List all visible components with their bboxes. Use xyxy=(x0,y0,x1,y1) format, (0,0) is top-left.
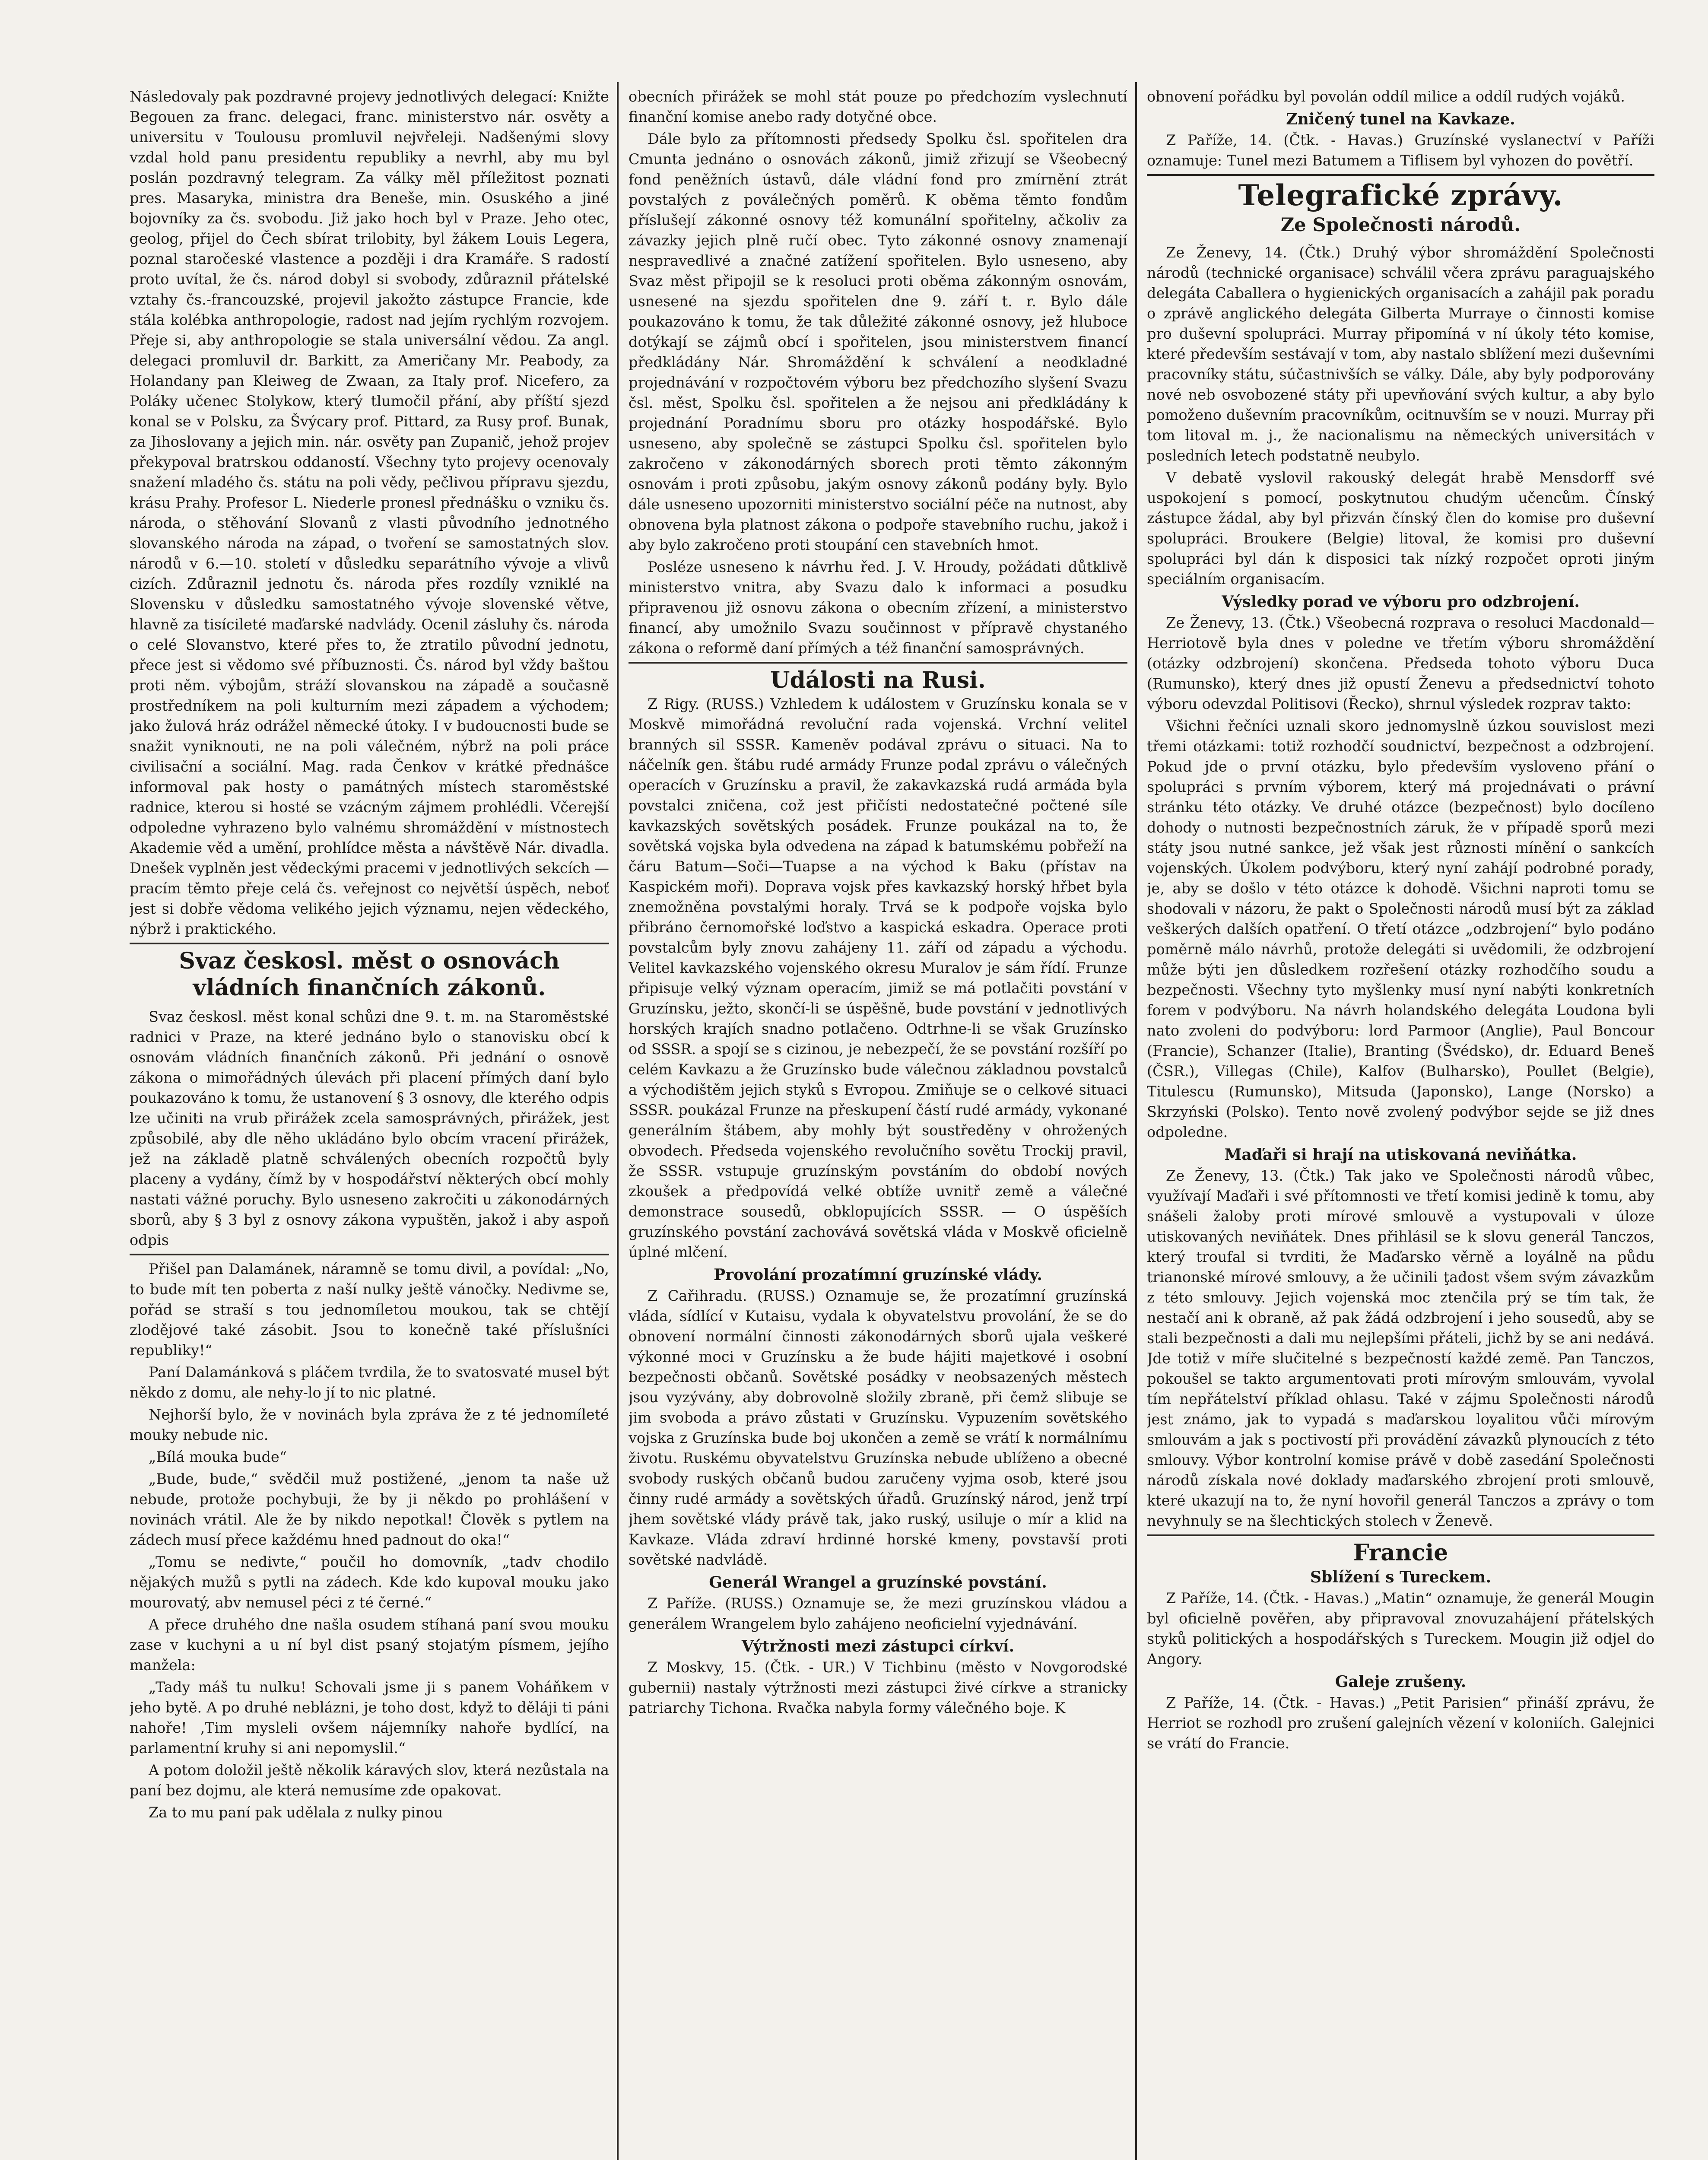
subheadline-wrangel: Generál Wrangel a gruzínské povstání. xyxy=(709,1573,1047,1591)
article-divider xyxy=(629,662,1127,664)
svaz-mest-continuation: obecních přirážek se mohl stát pouze po předchozím vyslechnutí finanční komise anebo rady dotyčné obce. xyxy=(629,88,1127,125)
feuilleton-paragraph: Přišel pan Dalamánek, náramně se tomu divil, a povídal: „No, to bude mít ten poberta z naší nulky ještě vánočky. Nedivme se, pořád se straší s tou jednomíletou moukou, tak se chtějí zlodějové také zásobit. Jsou to konečně také příslušníci republiky!“ xyxy=(130,1261,609,1359)
subheadline-madari: Maďaři si hrají na utiskovaná neviňátka. xyxy=(1224,1146,1577,1164)
svaz-mest-paragraph: Posléze usneseno k návrhu řed. J. V. Hroudy, požádati důtklivě ministerstvo vnitra, aby Svazu dalo k informaci a posudku připravenou již osnovu zákona o obecním zřízení, a ministerstvo financí, aby umožnilo Svazu součinnost v přípravě chystaného zákona o reformě daní přímých a též finanční samosprávných. xyxy=(629,559,1127,657)
article-divider xyxy=(130,1254,609,1255)
feuilleton-paragraph: Paní Dalamánková s pláčem tvrdila, že to svatosvaté musel být někdo z domu, ale nehy-lo jí to nic platné. xyxy=(130,1364,609,1401)
galeje-body: Z Paříže, 14. (Čtk. - Havas.) „Petit Parisien“ přináší zprávu, že Herriot se rozhodl pro zrušení galejních vězení v koloniích. Galejnici se vrátí do Francie. xyxy=(1147,1694,1654,1752)
tunel-body: Z Paříže, 14. (Čtk. - Havas.) Gruzínské vyslanectví v Paříži oznamuje: Tunel mezi Batumem a Tiflisem byl vyhozen do povětří. xyxy=(1147,132,1654,169)
section-title-francie: Francie xyxy=(1353,1540,1448,1566)
svaz-mest-body: Svaz českosl. měst konal schůzi dne 9. t. m. na Staroměstské radnici v Praze, na které jednáno bylo o stanovisku obcí k osnovám vládních finančních zákonů. Při jednání o osnově zákona o mimořádných úlevách při placení přímých daní bylo poukazováno k tomu, že ustanovení § 3 osnovy, dle kterého odpis lze učiniti na vrub přirážek zcela samosprávných, přirážek, jest způsobilé, aby dle něho ukládáno bylo obcím vracení přirážek, jež na základě platně schválených obecních rozpočtů byly placeny a vydány, čímž by v hospodářství některých obcí mohly nastati vážné poruchy. Bylo usneseno zakročiti u zákonodárných sborů, aby § 3 byl z osnovy zákona vypuštěn, jakož i aby aspoň odpis xyxy=(130,1008,609,1248)
subheadline-provolani: Provolání prozatímní gruzínské vlády. xyxy=(714,1266,1042,1284)
feuilleton-paragraph: „Bude, bude,“ svědčil muž postižené, „jenom ta naše už nebude, protože pochybuji, že by ji někdo po prohlášení v novinách vrátil. Ale že by nikdo nepotkal! Člověk s pytlem na zádech musí přece každému hned padnout do oka!“ xyxy=(130,1471,609,1548)
column-rule-right xyxy=(1135,82,1137,2160)
feuilleton-paragraph: „Tady máš tu nulku! Schovali jsme ji s panem Voháňkem v jeho bytě. A po druhé neblázni, je toho dost, když to děláji ti páni nahoře! ‚Tim mysleli ovšem nájemníky nahoře bydlící, na parlamentní kruhy si ani nepomyslil.“ xyxy=(130,1679,609,1757)
feuilleton-paragraph: „Bílá mouka bude“ xyxy=(149,1448,287,1465)
odzbrojeni-body: Všichni řečníci uznali skoro jednomyslně úzkou souvislost mezi třemi otázkami: totiž rozhodčí soudnictví, bezpečnost a odzbrojení. Pokud jde o první otázku, bylo především vysloveno přání o spolupráci s prvním výborem, který má projednávati o právní stránku této otázky. Ve druhé otázce (bezpečnost) bylo docíleno dohody o nutnosti bezpečnostních záruk, že v případě sporů mezi státy jsou nutné sankce, jež však jest různosti mínění o sankcích vojenských. Úkolem podvýboru, který nyní zahájí podrobné porady, je, aby se došlo v této otázce k dohodě. Všichni naproti tomu se shodovali v názoru, že pakt o Společnosti národů musí být za základ veškerých dalších opatření. O třetí otázce „odzbrojení“ bylo podáno poměrně málo návrhů, protože delegáti si uvědomili, že odzbrojení může býti jen důsledkem rozřešení otázky rozhodčího soudu a bezpečnosti. Všechny tyto myšlenky musí nyní nabýti konkretních forem v podvýboru. Na návrh holandského delegáta Loudona byli nato zvoleni do podvýboru: lord Parmoor (Anglie), Paul Boncour (Francie), Schanzer (Italie), Branting (Švédsko), dr. Eduard Beneš (ČSR.), Villegas (Chile), Kalfov (Bulharsko), Poullet (Belgie), Titulescu (Rumunsko), Mitsuda (Japonsko), Lange (Norsko) a Skrzyński (Polsko). Tento nově zvolený podvýbor sejde se již dnes odpoledne. xyxy=(1147,718,1654,1140)
vytrznosti-body: Z Moskvy, 15. (Čtk. - UR.) V Tichbinu (město v Novgorodské gubernii) nastaly výtržnosti mezi zástupci živé církve a stranicky patriarchy Tichona. Rvačka nabyla formy válečného boje. K xyxy=(629,1659,1127,1716)
madari-body: Ze Ženevy, 13. (Čtk.) Tak jako ve Společnosti národů vůbec, využívají Maďaři i své přítomnosti ve třetí komisi jedině k tomu, aby snášeli žaloby proti mírové smlouvě a vystupovali v úloze utiskovaných neviňátek. Dnes přihlásil se k slovu generál Tanczos, který troufal si tvrditi, že Maďarsko věrně a loyálně na půdu trianonské mírové smlouvy, a že učinili ţadost všem svým závazkům z této smlouvy. Jejich vojenská moc ztenčila prý se tím tak, že nestačí ani k obraně, až pak žádá odzbrojení i jeho sousedů, aby se stali bezpečnosti a dali mu nejlepšími přáteli, jichž by se ani nedává. Jde totiž v míře slučitelné s bezpečností každé země. Pan Tanczos, pokoušel se takto argumentovati proti mírovým smlouvám, vyvolal tím nepřátelství příklad ohlasu. Také v zájmu Společnosti národů jest známo, jak to vypadá s maďarskou loyalitou vůči mírovým smlouvám a jak s poctivostí při provádění závazků plynoucích z této smlouvy. Výbor kontrolní komise právě v době zasedání Společnosti národů získala nové doklady maďarského zbrojení proti smlouvě, které ukazují na to, že nyní hovořil generál Tanczos a zprávy o tom nevyhnuly se na šlechtických stolech v Ženevě. xyxy=(1147,1167,1654,1529)
column-right xyxy=(1147,86,1654,2160)
column-left xyxy=(130,86,609,2160)
subheadline-galeje: Galeje zrušeny. xyxy=(1335,1673,1467,1691)
provolani-body: Z Cařihradu. (RUSS.) Oznamuje se, že prozatímní gruzínská vláda, sídlící v Kutaisu, vydala k obyvatelstvu provolání, že se do obnovení normální činnosti zákonodárných sborů ujala veškeré výkonné moci v Gruzínsku a že bude hájiti majetkové i osobní bezpečnosti občanů. Sovětské posádky v neobsazených městech jsou vyzývány, aby dobrovolně složily zbraně, při čemž slibuje se jim svoboda a právo zůstati v Gruzínsku. Vypuzením sovětského vojska z Gruzínska bude boj ukončen a země se vrátí k normálnímu životu. Ruskému obyvatelstvu Gruzínska nebude ublíženo a obecné svobody ruských občanů budou zaručeny vyjma osob, které jsou činny rudé armády a sovětských úřadů. Gruzínský národ, jenž trpí jhem sovětské vlády právě tak, jako ruský, usiluje o mír a klid na Kavkaze. Vláda zdraví hrdinné horské kmeny, povstavší proti sovětské nadvládě. xyxy=(629,1287,1127,1568)
headline-udalosti-na-rusi: Události na Rusi. xyxy=(770,667,986,693)
article-divider xyxy=(130,943,609,944)
odzbrojeni-body: Ze Ženevy, 13. (Čtk.) Všeobecná rozprava o resoluci Macdonald—Herriotově byla dnes v poledne ve třetím výboru shromáždění (otázky odzbrojení) skončena. Předseda tohoto výboru Duca (Rumunsko), který dnes již opustí Ženevu a předsednictví tohoto výboru odevzdal Politisovi (Řecko), shrnul výsledek rozprav takto: xyxy=(1147,614,1654,712)
feuilleton-paragraph: Za to mu paní pak udělala z nulky pinou xyxy=(149,1804,443,1821)
feuilleton-paragraph: A potom doložil ještě několik káravých slov, která nezůstala na paní bez dojmu, ale která nemusíme zde opakovat. xyxy=(130,1762,609,1799)
spolecnost-body: Ze Ženevy, 14. (Čtk.) Druhý výbor shromáždění Společnosti národů (technické organisace) schválil včera zprávu paraguajského delegáta Caballera o hygienických organisacích a zahájil pak poradu o zprávě anglického delegáta Gilberta Murraye o činnosti komise pro duševní spolupráci. Murray připomíná v ní úkoly této komise, které především sestávají v tom, aby nastalo sblížení mezi duševními pracovníky státu, súčastnivších se války. Dále, aby byly podporovány nové neb osvobozené státy při upevňování svých kultur, a aby bylo pomoženo duševním pracovníkům, ocitnuvším se v nouzi. Murray při tom litoval m. j., že nacionalismu na německých universitách v posledních letech podstatně neubylo. xyxy=(1147,244,1654,464)
vytrznosti-continuation: obnovení pořádku byl povolán oddíl milice a oddíl rudých vojáků. xyxy=(1147,88,1625,105)
feuilleton-paragraph: „Tomu se nedivte,“ poučil ho domovník, „tadv chodilo nějakých mužů s pytli na zádech. Kde kdo kupoval mouku jako mourovatý, abv nemusel péci z té černé.“ xyxy=(130,1553,609,1611)
spolecnost-body: V debatě vyslovil rakouský delegát hrabě Mensdorff své uspokojení s pomocí, poskytnutou chudým učencům. Čínský zástupce žádal, aby byl přizván čínský člen do komise pro duševní spolupráci. Broukere (Belgie) litoval, že komisi pro duševní spolupráci byl dán k disposici tak nízký rozpočet oproti jiným speciálním organisacím. xyxy=(1147,469,1654,588)
subheadline-vytrznosti: Výtržnosti mezi zástupci církví. xyxy=(741,1637,1015,1655)
rusi-body: Z Rigy. (RUSS.) Vzhledem k událostem v Gruzínsku konala se v Moskvě mimořádná revoluční rada vojenská. Vrchní velitel branných sil SSSR. Kameněv podával zprávu o situaci. Na to náčelník gen. štábu rudé armády Frunze podal zprávu o válečných operacích v Gruzínsku a pravil, že zakavkazská rudá armáda byla povstalci zničena, což jest přičísti nedostatečné počtené síle kavkazských sovětských posádek. Frunze poukázal na to, že sovětská vojska byla odvedena na západ k batumskému pobřeží na čáru Batum—Soči—Tuapse a na východ k Baku (přístav na Kaspickém moři). Doprava vojsk přes kavkazský horský hřbet byla znemožněna povstalými horaly. Trvá se k podpoře vojska bylo přibráno černomořské loďstvo a kaspická eskadra. Operace proti povstalcům byly znovu zahájeny 11. září od západu a východu. Velitel kavkazského vojenského okresu Muralov je sám řídí. Frunze připisuje velký význam operacím, jimiž se má potlačiti povstání v Gruzínsku, ježto, skončí-li se úspěšně, bude povstání v jednotlivých horských krajích snadno potlačeno. Odtrhne-li se však Gruzínsko od SSSR. a spojí se s cizinou, je nebezpečí, že se povstání rozšíří po celém Kavkazu a že Gruzínsko bude válečnou základnou povstalců a východištěm jejich styků s Evropou. Zmiňuje se o celkové situaci SSSR. poukázal Frunze na přeskupení částí rudé armády, vykonané generálním štábem, aby mohly být soustředěny v ohrožených obvodech. Předseda vojenského revolučního sovětu Trockij pravil, že SSSR. vstupuje gruzínským povstáním do období nových zkoušek a předpovídá velké obtíže uvnitř země a válečné demonstrace sousedů, obklopujících SSSR. — O úspěších gruzínského povstání zachovává sovětská vláda v Moskvě oficielně úplné mlčení. xyxy=(629,696,1127,1261)
subheadline-spolecnost-narodu: Ze Společnosti národů. xyxy=(1280,214,1521,236)
wrangel-body: Z Paříže. (RUSS.) Oznamuje se, že mezi gruzínskou vládou a generálem Wrangelem bylo zahájeno neoficielní vyjednávání. xyxy=(629,1595,1127,1632)
subheadline-odzbrojeni: Výsledky porad ve výboru pro odzbrojení. xyxy=(1222,593,1580,611)
feuilleton-paragraph: A přece druhého dne našla osudem stíhaná paní svou mouku zase v kuchyni a u ní byl dist psaný stojatým písmem, jejího manžela: xyxy=(130,1616,609,1674)
feuilleton-paragraph: Nejhorší bylo, že v novinách byla zpráva že z té jednomíleté mouky nebude nic. xyxy=(130,1406,609,1443)
subheadline-tunel: Zničený tunel na Kavkaze. xyxy=(1286,110,1515,128)
svaz-mest-paragraph: Dále bylo za přítomnosti předsedy Spolku čsl. spořitelen dra Cmunta jednáno o osnovách zákonů, jimiž zřizují se Všeobecný fond peněžních ústavů, dále vládní fond pro zmírnění ztrát povstalých z poválečných poměrů. K oběma těmto fondům příslušejí zákonné osnovy též komunální spořitelny, ačkoliv za závazky jejich plně ručí obec. Tyto zákonné osnovy znamenají nespravedlivé a značné zatížení spořitelen. Bylo usneseno, aby Svaz měst připojil se k resoluci proti oběma zákonným osnovám, usnesené na sjezdu spořitelen dne 9. září t. r. Bylo dále poukazováno k tomu, že tak důležité zákonné osnovy, jež hluboce dotýkají se zájmů obcí i spořitelen, jsou ministerstvem financí předkládány Nár. Shromáždění k schválení a neodkladné projednávání v rozpočtovém výboru bez předchozího slyšení Svazu čsl. měst, Spolku čsl. spořitelen a že nejsou ani předkládány k projednání Poradnímu sboru pro otázky hospodářské. Bylo usneseno, aby společně se zástupci Spolku čsl. spořitelen bylo zakročeno v zákonodárných sborech proti těmto zákonným osnovám i proti způsobu, jakým osnovy zákonů podány byly. Bylo dále usneseno upozorniti ministerstvo sociální péče na nutnost, aby obnovena byla platnost zákona o podpoře stavebního ruchu, jakož i aby bylo zakročeno proti stoupání cen stavebních hmot. xyxy=(629,130,1127,553)
section-title-telegraficke-zpravy: Telegrafické zprávy. xyxy=(1238,178,1563,212)
headline-svaz-mest: Svaz českosl. měst o osnovách vládních finančních zákonů. xyxy=(179,948,560,1001)
congress-report-continuation: Následovaly pak pozdravné projevy jednotlivých delegací: Knižte Begouen za franc. delegaci, franc. ministerstvo nár. osvěty a universitu v Toulousu promluvil nejvřeleji. Nadšenými slovy vzdal hold panu presidentu republiky a nevrhl, aby mu byl poslán pozdravný telegram. Za války měl příležitost poznati pres. Masaryka, ministra dra Beneše, min. Osuského a jiné bojovníky za čs. svobodu. Již jako hoch byl v Praze. Jeho otec, geolog, přijel do Čech sbírat trilobity, byl žákem Louis Legera, poznal staročeské vlastence a později i dra Kramáře. S radostí proto uvítal, že čs. národ dobyl si svobody, zdůraznil přátelské vztahy čs.-francouzské, projevil jakožto zástupce Francie, kde stála kolébka anthropologie, radost nad jejím rychlým rozvojem. Přeje si, aby anthropologie se stala universální vědou. Za angl. delegaci promluvil dr. Barkitt, za Američany Mr. Peabody, za Holandany pan Kleiweg de Zwaan, za Italy prof. Nicefero, za Poláky učenec Stolykow, který tlumočil přání, aby příští sjezd konal se v Polsku, za Švýcary prof. Pittard, za Rusy prof. Bunak, za Jihoslovany a jejich min. nár. osvěty pan Zupanič, jehož projev překypoval bratrskou oddaností. Všechny tyto projevy ocenovaly snažení mladého čs. státu na poli vědy, pečlivou přípravu sjezdu, krásu Prahy. Profesor L. Niederle pronesl přednášku o vzniku čs. národa, o stěhování Slovanů z vlasti původního jednotného slovanského národa na západ, o tvoření se samostatných slov. národů v 6.—10. století v důsledku separátního vývoje a vlivů cizích. Zdůraznil jednotu čs. národa přes rozdíly vzniklé na Slovensku v důsledku samostatného vývoje slovenské větve, hlavně za tisícileté maďarské nadvlády. Ocenil zásluhy čs. národa o celé Slovanstvo, které přes to, že ztratilo původní jednotu, přece jest si vědomo své příbuznosti. Čs. národ byl vždy baštou proti něm. výbojům, stráží slovanskou na západě a současně prostředníkem na poli kulturním mezi západem a východem; jako žulová hráz odrážel německé útoky. I v budoucnosti bude se snažit vyniknouti, ne na poli válečném, nýbrž na poli práce civilisační a sociální. Mag. rada Čenkov v krátké přednášce informoval pak hosty o památných místech staroměstské radnice, kterou si hosté se vzácným zájmem prohlédli. Včerejší odpoledne vyhrazeno bylo valnému shromáždění v místnostech Akademie věd a umění, prohlídce města a návštěvě Nár. divadla. Dnešek vyplněn jest vědeckými pracemi v jednotlivých sekcích — pracím těmto přeje celá čs. veřejnost co největší úspěch, neboť jest si dobře vědoma velikého jejich významu, nejen vědeckého, nýbrž i praktického. xyxy=(130,88,609,937)
sblizeni-body: Z Paříže, 14. (Čtk. - Havas.) „Matin“ oznamuje, že generál Mougin byl oficielně pověřen, aby připravoval znovuzahájení přátelských styků politických a hospodářských s Tureckem. Mougin již odjel do Angory. xyxy=(1147,1590,1654,1668)
section-divider xyxy=(1147,174,1654,176)
column-rule-left xyxy=(617,82,619,2160)
section-divider xyxy=(1147,1534,1654,1536)
subheadline-sblizeni: Sblížení s Tureckem. xyxy=(1310,1568,1491,1586)
column-middle xyxy=(629,86,1127,2160)
